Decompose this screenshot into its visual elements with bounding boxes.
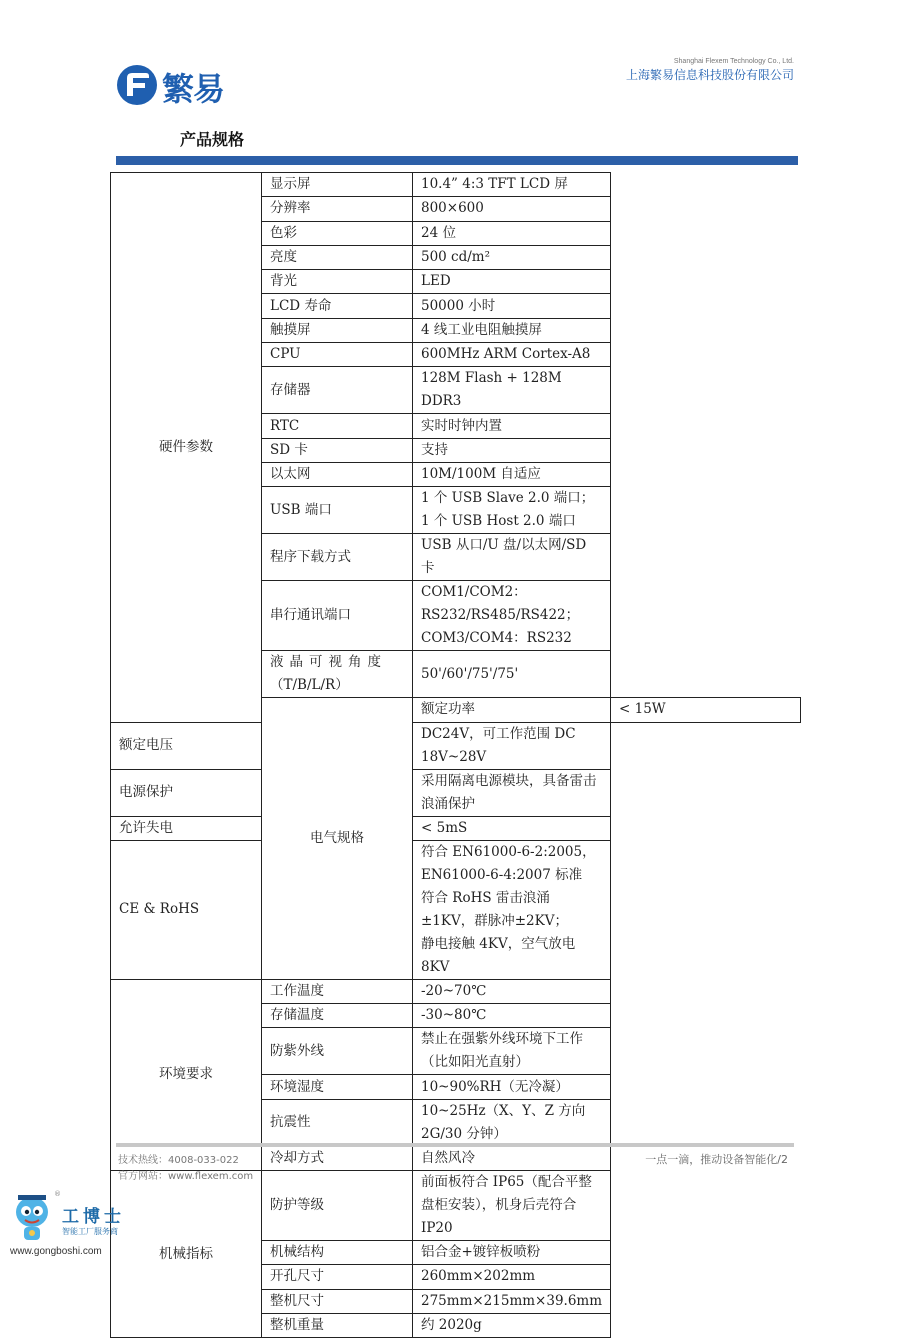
table-row (111, 840, 801, 979)
value-cell: < 15W (611, 698, 801, 722)
value-cell: < 5mS (413, 816, 611, 840)
value-cell: 24 位 (413, 221, 611, 245)
item-cell: 串行通讯端口 (262, 581, 413, 651)
value-cell: 10M/100M 自适应 (413, 462, 611, 486)
flexem-logo (116, 62, 256, 108)
item-line: （T/B/L/R） (270, 677, 349, 694)
company-name-en: Shanghai Flexem Technology Co., Ltd. (673, 58, 794, 65)
value-cell (413, 581, 611, 651)
page-title: 产品规格 (180, 130, 245, 149)
company-info (626, 58, 794, 83)
item-cell: 显示屏 (262, 173, 413, 197)
value-cell: 1 个 USB Slave 2.0 端口；1 个 USB Host 2.0 端口 (413, 487, 611, 534)
item-cell: 开孔尺寸 (262, 1265, 413, 1289)
category-cell: 电气规格 (262, 698, 413, 980)
value-line: COM3/COM4：RS232 (421, 630, 572, 647)
table-row (111, 769, 801, 816)
title-divider (116, 156, 798, 165)
item-cell: 冷却方式 (262, 1146, 413, 1170)
item-cell: 防紫外线 (262, 1028, 413, 1075)
item-cell: 存储器 (262, 367, 413, 414)
item-cell: 允许失电 (111, 816, 262, 840)
value-cell: 50'/60'/75'/75' (413, 651, 611, 698)
registered-mark: ® (54, 1190, 61, 1198)
watermark-brand: 工博士 (62, 1207, 125, 1227)
table-row (111, 173, 801, 197)
item-cell: 额定电压 (111, 722, 262, 769)
gongboshi-watermark (8, 1192, 138, 1262)
item-cell: 存储温度 (262, 1004, 413, 1028)
item-cell: CE & RoHS (111, 840, 262, 979)
item-cell: 触摸屏 (262, 318, 413, 342)
value-line: 符合 EN61000-6-2:2005，EN61000-6-4:2007 标准 (421, 843, 596, 883)
value-cell: 4 线工业电阻触摸屏 (413, 318, 611, 342)
value-cell: DC24V，可工作范围 DC 18V~28V (413, 722, 611, 769)
item-line: 液晶可视角度 (270, 654, 387, 671)
value-cell: 约 2020g (413, 1313, 611, 1337)
item-cell: LCD 寿命 (262, 294, 413, 318)
footer-divider (116, 1143, 794, 1147)
item-cell: USB 端口 (262, 487, 413, 534)
value-cell: 实时时钟内置 (413, 414, 611, 438)
item-cell: 电源保护 (111, 769, 262, 816)
brand-name: 繁易 (162, 70, 225, 108)
watermark-url[interactable]: www.gongboshi.com (10, 1246, 102, 1257)
value-cell: 禁止在强紫外线环境下工作（比如阳光直射） (413, 1028, 611, 1075)
footer-hotline: 技术热线：4008-033-022 (118, 1155, 239, 1166)
footer-website[interactable]: 官方网站：www.flexem.com (118, 1171, 254, 1182)
table-row (111, 979, 801, 1003)
value-cell: 128M Flash + 128M DDR3 (413, 367, 611, 414)
category-cell: 环境要求 (111, 979, 262, 1170)
value-cell: 前面板符合 IP65（配合平整盘柜安装），机身后壳符合 IP20 (413, 1171, 611, 1241)
table-row (111, 722, 801, 769)
item-cell: 程序下载方式 (262, 534, 413, 581)
value-cell: USB 从口/U 盘/以太网/SD 卡 (413, 534, 611, 581)
item-cell: 环境湿度 (262, 1075, 413, 1099)
value-cell: 260mm×202mm (413, 1265, 611, 1289)
item-cell: 额定功率 (413, 698, 611, 722)
value-cell: LED (413, 270, 611, 294)
value-cell: 自然风冷 (413, 1146, 611, 1170)
flexem-e-logo-icon (116, 64, 158, 106)
footer-contact (118, 1153, 253, 1185)
item-cell: 色彩 (262, 221, 413, 245)
value-line: 静电接触 4KV，空气放电 8KV (421, 935, 576, 975)
item-cell: CPU (262, 343, 413, 367)
item-cell: 工作温度 (262, 979, 413, 1003)
value-cell (413, 840, 611, 979)
value-cell: 铝合金+镀锌板喷粉 (413, 1241, 611, 1265)
item-cell: 整机尺寸 (262, 1289, 413, 1313)
company-name-cn: 上海繁易信息科技股份有限公司 (625, 68, 794, 82)
value-cell: 10~25Hz（X、Y、Z 方向 2G/30 分钟） (413, 1099, 611, 1146)
item-cell: 机械结构 (262, 1241, 413, 1265)
category-cell: 硬件参数 (111, 173, 262, 723)
value-cell: -20~70℃ (413, 979, 611, 1003)
value-cell: 10~90%RH（无冷凝） (413, 1075, 611, 1099)
value-cell: 800×600 (413, 197, 611, 221)
category-cell: 机械指标 (111, 1171, 262, 1338)
item-cell: 以太网 (262, 462, 413, 486)
value-line: COM1/COM2：RS232/RS485/RS422； (421, 584, 580, 624)
item-cell: SD 卡 (262, 438, 413, 462)
table-row (111, 816, 801, 840)
value-cell: 支持 (413, 438, 611, 462)
footer-slogan: 一点一滴，推动设备智能化/2 (645, 1153, 788, 1166)
value-line: 符合 RoHS 雷击浪涌±1KV，群脉冲±2KV； (421, 889, 568, 929)
item-cell: 整机重量 (262, 1313, 413, 1337)
value-cell: 50000 小时 (413, 294, 611, 318)
robot-mascot-icon (10, 1192, 58, 1244)
value-cell: 275mm×215mm×39.6mm (413, 1289, 611, 1313)
item-cell: 背光 (262, 270, 413, 294)
value-cell: 500 cd/m² (413, 245, 611, 269)
item-cell: 防护等级 (262, 1171, 413, 1241)
value-cell: 600MHz ARM Cortex-A8 (413, 343, 611, 367)
item-cell: 分辨率 (262, 197, 413, 221)
value-cell: 10.4” 4:3 TFT LCD 屏 (413, 173, 611, 197)
item-cell (262, 651, 413, 698)
value-cell: -30~80℃ (413, 1004, 611, 1028)
watermark-subtitle: 智能工厂服务商 (62, 1227, 118, 1236)
item-cell: 亮度 (262, 245, 413, 269)
item-cell: 抗震性 (262, 1099, 413, 1146)
item-cell: RTC (262, 414, 413, 438)
value-cell: 采用隔离电源模块，具备雷击浪涌保护 (413, 769, 611, 816)
